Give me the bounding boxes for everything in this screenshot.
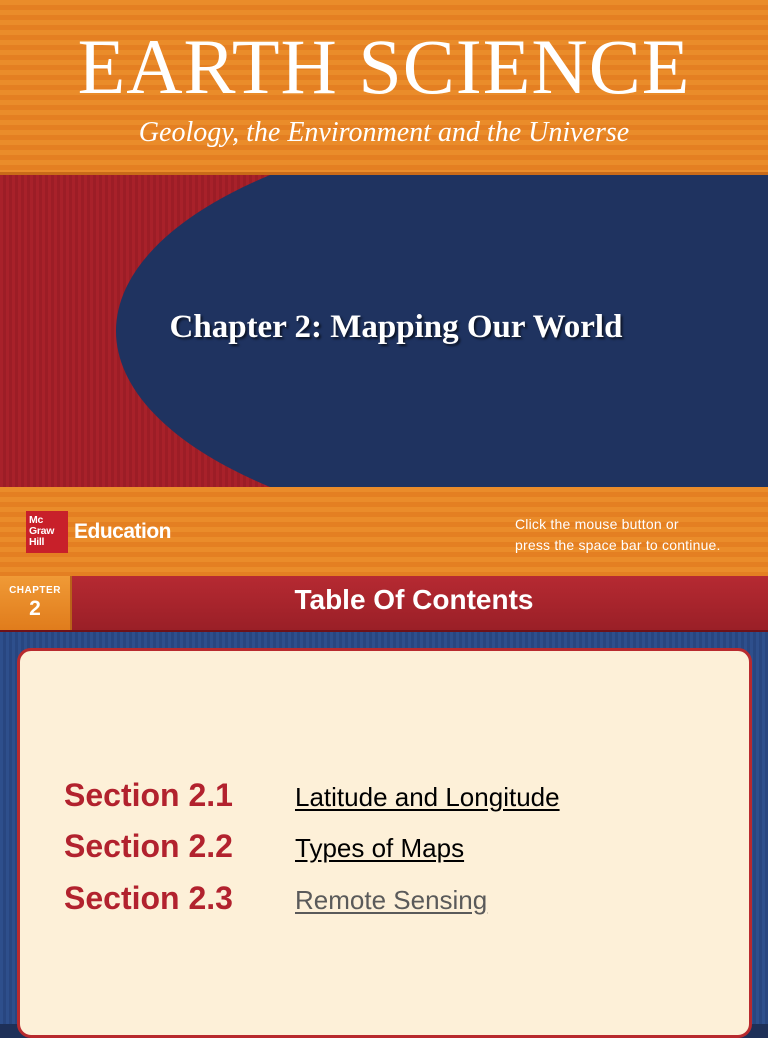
book-title: EARTH SCIENCE	[77, 23, 691, 110]
mcgraw-hill-logo-icon	[26, 511, 68, 553]
logo-line-3: Hill	[29, 536, 45, 548]
section-label: Section 2.1	[64, 777, 233, 813]
chapter-banner	[0, 175, 768, 487]
publisher-logo	[26, 511, 171, 553]
section-label: Section 2.3	[64, 880, 233, 916]
book-subtitle: Geology, the Environment and the Universe	[138, 117, 630, 148]
section-link-types-of-maps[interactable]: Types of Maps	[295, 833, 465, 863]
chapter-tab-label: CHAPTER	[9, 585, 61, 596]
logo-line-1: Mc	[29, 514, 43, 526]
section-label: Section 2.2	[64, 828, 233, 864]
chapter-tab	[0, 576, 72, 630]
toc-row-1	[64, 777, 560, 814]
logo-wordmark: Education	[74, 520, 172, 543]
toc-row-2	[64, 828, 464, 865]
continue-instructions	[515, 514, 721, 556]
toc-row-3	[64, 880, 487, 917]
chapter-tab-number: 2	[29, 597, 41, 620]
toc-title: Table Of Contents	[294, 584, 534, 615]
section-link-remote-sensing[interactable]: Remote Sensing	[295, 885, 488, 915]
top-header-band	[0, 0, 768, 172]
toc-panel	[17, 648, 752, 1038]
footer-band	[0, 487, 768, 576]
continue-line-1: Click the mouse button or	[515, 516, 679, 532]
section-link-latitude[interactable]: Latitude and Longitude	[295, 782, 560, 812]
logo-line-2: Graw	[29, 525, 55, 537]
chapter-title: Chapter 2: Mapping Our World	[169, 309, 623, 345]
toc-header-bar	[0, 576, 768, 632]
continue-line-2: press the space bar to continue.	[515, 537, 721, 553]
